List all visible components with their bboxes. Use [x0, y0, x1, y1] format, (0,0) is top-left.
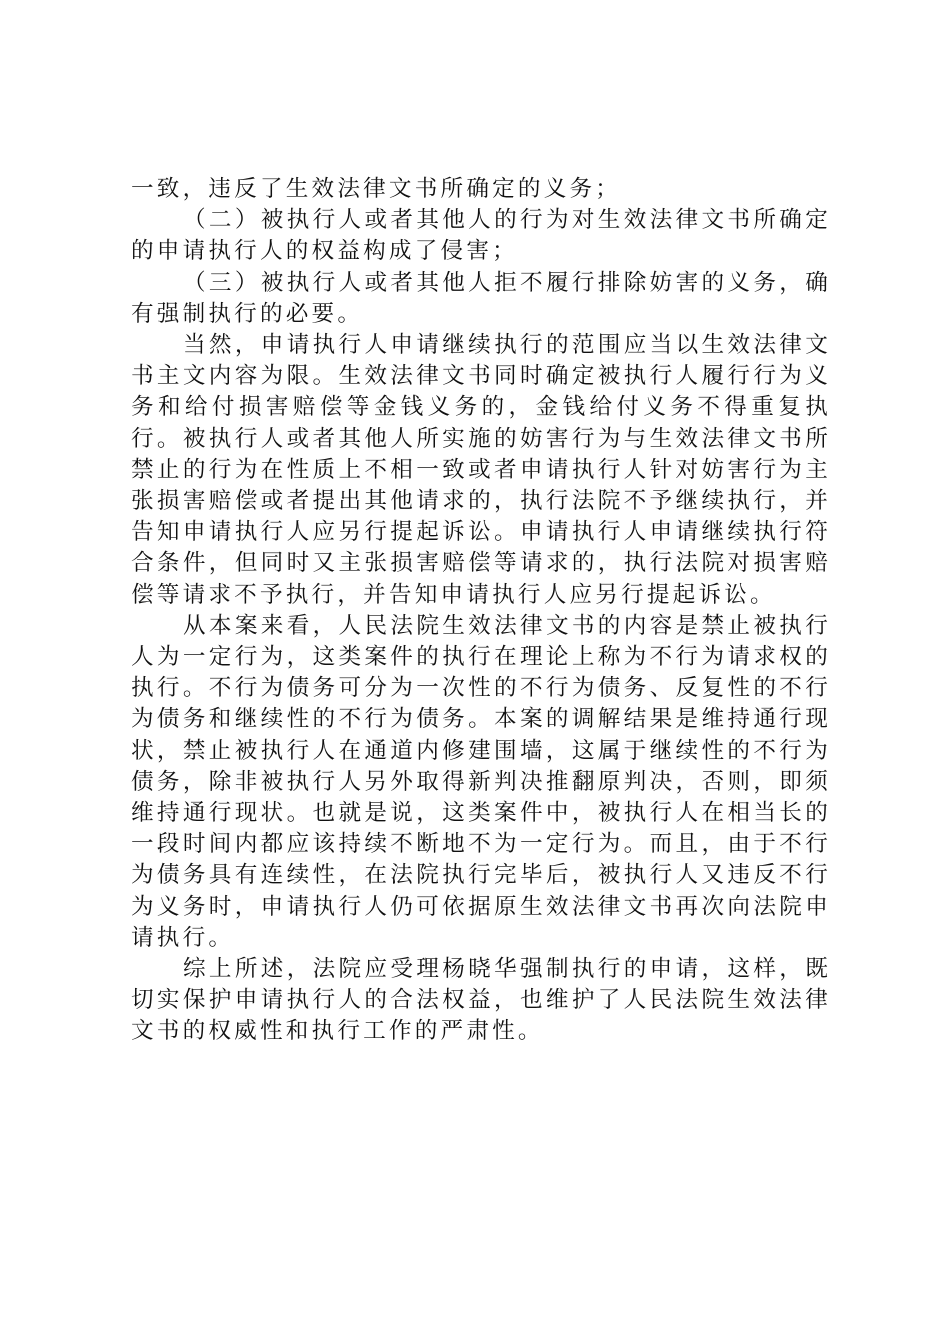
paragraph-conclusion: 综上所述，法院应受理杨晓华强制执行的申请，这样，既切实保护申请执行人的合法权益，也维护了人民法院生效法律文书的权威性和执行工作的严肃性。 — [131, 956, 831, 1045]
paragraph-item-three: （三）被执行人或者其他人拒不履行排除妨害的义务，确有强制执行的必要。 — [131, 269, 831, 327]
paragraph-case-analysis: 从本案来看，人民法院生效法律文书的内容是禁止被执行人为一定行为，这类案件的执行在理论上称为不行为请求权的执行。不行为债务可分为一次性的不行为债务、反复性的不行为债务和继续性的不行为债务。本案的调解结果是维持通行现状，禁止被执行人在通道内修建围墙，这属于继续性的不行为债务，除非被执行人另外取得新判决推翻原判决，否则，即须维持通行现状。也就是说，这类案件中，被执行人在相当长的一段时间内都应该持续不断地不为一定行为。而且，由于不行为债务具有连续性，在法院执行完毕后，被执行人又违反不行为义务时，申请执行人仍可依据原生效法律文书再次向法院申请执行。 — [131, 612, 831, 951]
paragraph-item-two: （二）被执行人或者其他人的行为对生效法律文书所确定的申请执行人的权益构成了侵害； — [131, 207, 831, 265]
document-body — [131, 174, 831, 1048]
paragraph-continuation: 一致，违反了生效法律文书所确定的义务； — [131, 176, 622, 202]
paragraph-scope: 当然，申请执行人申请继续执行的范围应当以生效法律文书主文内容为限。生效法律文书同时确定被执行人履行行为义务和给付损害赔偿等金钱义务的，金钱给付义务不得重复执行。被执行人或者其他人所实施的妨害行为与生效法律文书所禁止的行为在性质上不相一致或者申请执行人针对妨害行为主张损害赔偿或者提出其他请求的，执行法院不予继续执行，并告知申请执行人应另行提起诉讼。申请执行人申请继续执行符合条件，但同时又主张损害赔偿等请求的，执行法院对损害赔偿等请求不予执行，并告知申请执行人应另行提起诉讼。 — [131, 332, 831, 608]
